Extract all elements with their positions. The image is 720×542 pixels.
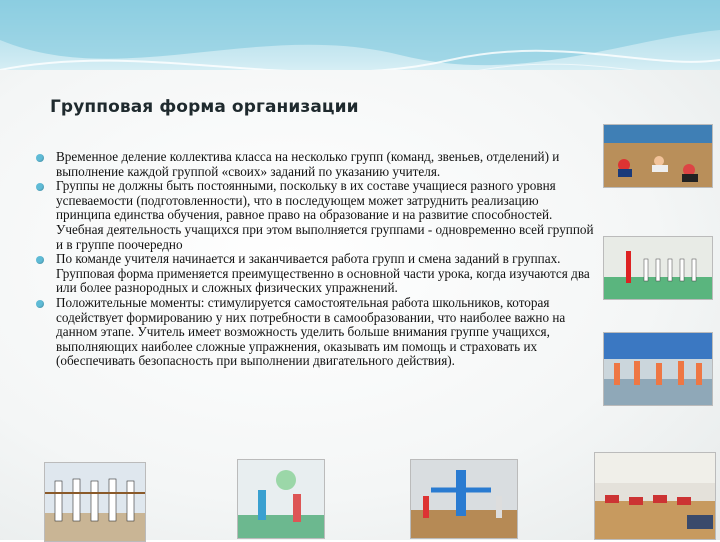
bullet-text: По команде учителя начинается и заканчивается работа групп и смена заданий в группах. Групповая форма применяется преимущественно в основной части урока, когда изучаются два или более разнородных и сложных физических упражнений. <box>56 251 590 296</box>
gym-photo-7 <box>594 452 716 540</box>
gym-photo-4 <box>44 462 146 542</box>
bullet-item <box>34 296 594 369</box>
gym-photo-6 <box>410 459 518 539</box>
bullet-dot-icon <box>36 183 44 191</box>
bullet-dot-icon <box>36 256 44 264</box>
bullet-dot-icon <box>36 300 44 308</box>
bullet-item <box>34 179 594 252</box>
bullet-text: Положительные моменты: стимулируется самостоятельная работа школьников, которая содействует формированию у них потребности в самообразовании, что наиболее важно на данном этапе. Учитель имеет возможность уделить больше внимания группе учащихся, выполняющих наиболее сложные упражнения, оказывать им помощь и страховать их (обеспечивать безопасность при выполнении двигательного действия). <box>56 294 566 369</box>
bullet-text: Временное деление коллектива класса на несколько групп (команд, звеньев, отделений) и выполнение каждой группой «своих» заданий по указанию учителя. <box>56 149 560 179</box>
bullet-item <box>34 252 594 296</box>
gym-photo-3 <box>603 332 713 406</box>
gym-photo-1 <box>603 124 713 188</box>
gym-photo-2 <box>603 236 713 300</box>
slide-title: Групповая форма организации <box>50 97 359 117</box>
bullet-dot-icon <box>36 154 44 162</box>
bullet-text: Группы не должны быть постоянными, поскольку в их составе учащиеся разного уровня успеваемости (подготовленности), что в последующем может затруднить реализацию принципа единства обучения, равное право на образование и на развитие способностей. Учебная деятельность учащихся при этом выполняется группами - одновременно всей группой и в группе поочередно <box>56 178 594 252</box>
bullet-item <box>34 150 594 179</box>
bullet-list <box>34 150 594 369</box>
gym-photo-5 <box>237 459 325 539</box>
